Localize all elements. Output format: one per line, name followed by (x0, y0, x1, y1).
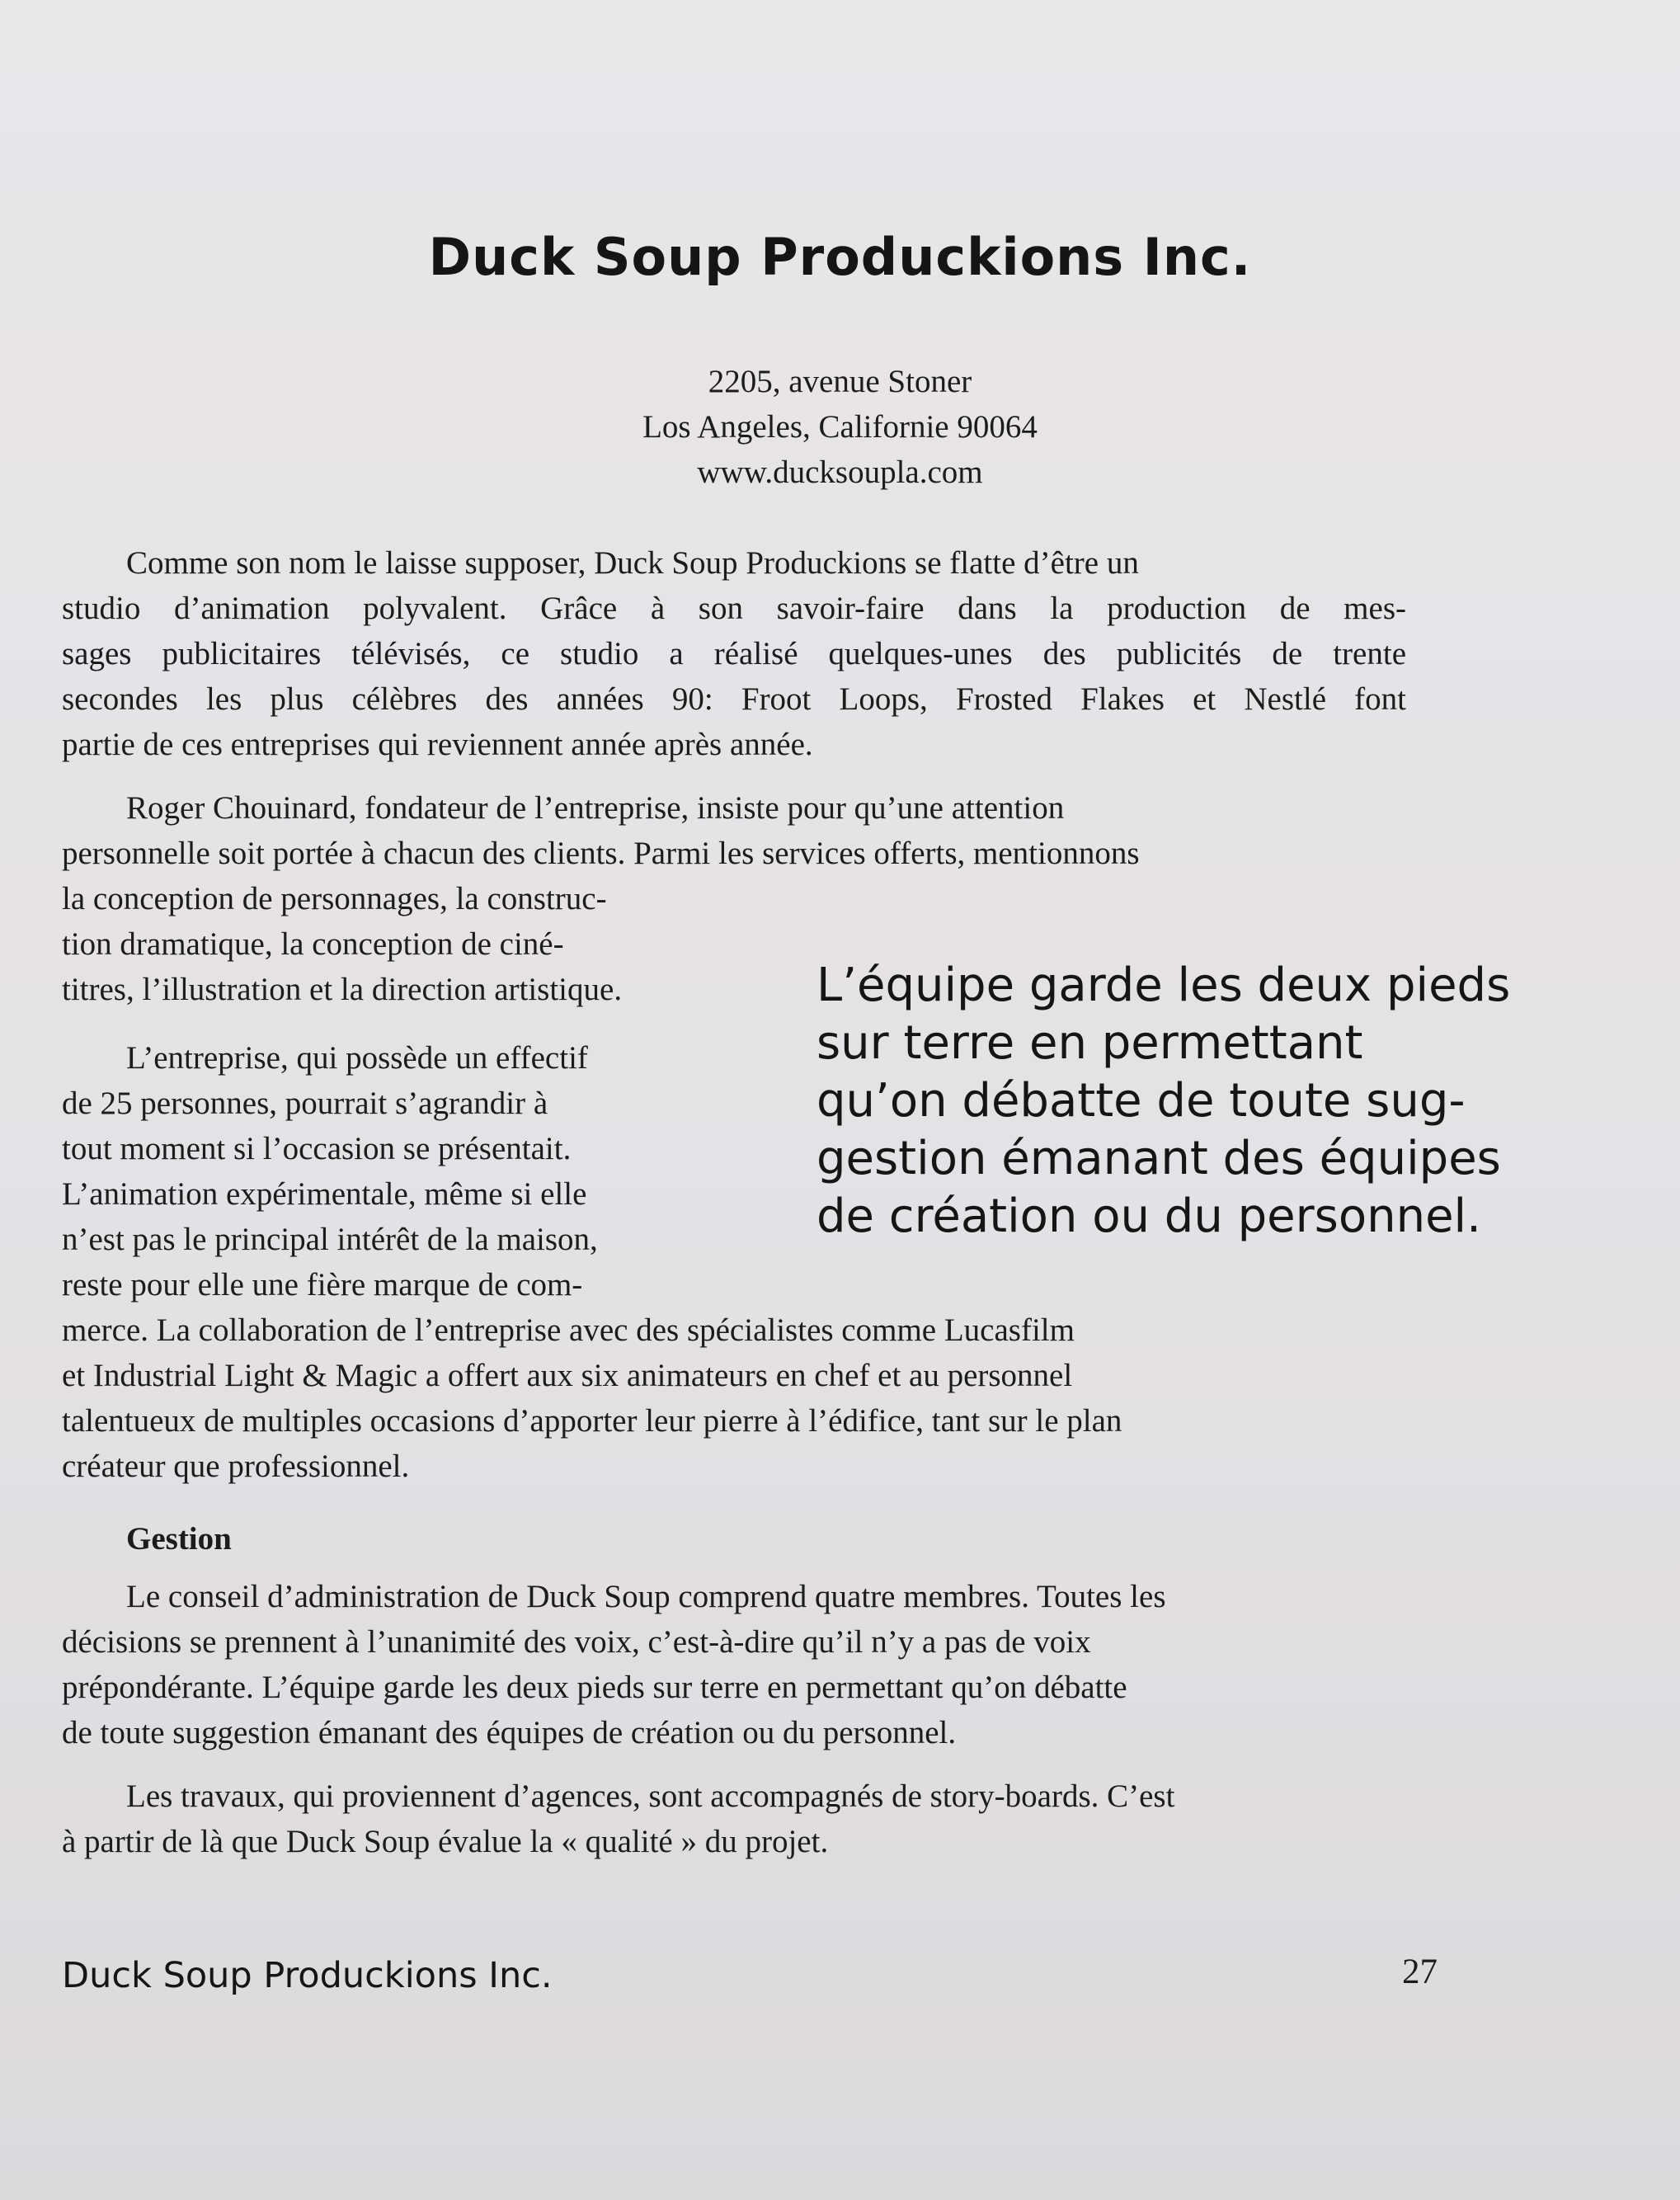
paragraph-line: merce. La collaboration de l’entreprise avec des spécialistes comme Lucasfilm (62, 1312, 1075, 1348)
paragraph-line: L’entreprise, qui possède un effectif (126, 1040, 588, 1076)
footer-title: Duck Soup Produckions Inc. (62, 1955, 553, 1996)
paragraph-line: tout moment si l’occasion se présentait. (62, 1131, 572, 1166)
page-number: 27 (1402, 1953, 1438, 1991)
paragraph-line: prépondérante. L’équipe garde les deux pieds sur terre en permettant qu’on débatte (62, 1670, 1127, 1705)
pull-quote (816, 957, 1575, 1246)
paragraph-line: décisions se prennent à l’unanimité des voix, c’est-à-dire qu’il n’y a pas de voix (62, 1624, 1091, 1660)
paragraph-line: Comme son nom le laisse supposer, Duck Soup Produckions se flatte d’être un (126, 545, 1139, 581)
address-street: 2205, avenue Stoner (708, 364, 972, 399)
website-text: www.ducksoupla.com (697, 455, 983, 490)
address-block (0, 359, 1680, 495)
pull-quote-line: de création ou du personnel. (816, 1190, 1481, 1243)
paragraph-line: Les travaux, qui proviennent d’agences, sont accompagnés de story-boards. C’est (126, 1778, 1175, 1814)
paragraph-intro (62, 540, 1406, 767)
paragraph-line: partie de ces entreprises qui reviennent année après année. (62, 727, 813, 762)
paragraph-line: studio d’animation polyvalent. Grâce à son savoir-faire dans la production de mes- (62, 591, 1406, 626)
paragraph-line: de 25 personnes, pourrait s’agrandir à (62, 1086, 548, 1121)
paragraph-line: titres, l’illustration et la direction artistique. (62, 972, 623, 1007)
address-city: Los Angeles, Californie 90064 (642, 409, 1038, 445)
paragraph-line: créateur que professionnel. (62, 1449, 410, 1484)
paragraph-line: n’est pas le principal intérêt de la maison, (62, 1222, 598, 1257)
paragraph-storyboards (62, 1774, 1435, 1864)
pull-quote-line: gestion émanant des équipes (816, 1132, 1501, 1185)
document-title: Duck Soup Produckions Inc. (428, 227, 1252, 287)
paragraph-line: tion dramatique, la conception de ciné- (62, 926, 564, 962)
paragraph-governance (62, 1574, 1435, 1755)
paragraph-line: de toute suggestion émanant des équipes de création ou du personnel. (62, 1715, 957, 1750)
paragraph-line: Le conseil d’administration de Duck Soup comprend quatre membres. Toutes les (126, 1579, 1166, 1614)
section-heading: Gestion (126, 1521, 232, 1557)
pull-quote-line: L’équipe garde les deux pieds (816, 959, 1511, 1012)
paragraph-line: la conception de personnages, la construc- (62, 881, 607, 916)
paragraph-line: secondes les plus célèbres des années 90: Froot Loops, Frosted Flakes et Nestlé font (62, 681, 1406, 717)
paragraph-line: Roger Chouinard, fondateur de l’entreprise, insiste pour qu’une attention (126, 790, 1065, 826)
pull-quote-line: sur terre en permettant (816, 1016, 1363, 1070)
paragraph-line: et Industrial Light & Magic a offert aux six animateurs en chef et au personnel (62, 1358, 1073, 1393)
paragraph-line: sages publicitaires télévisés, ce studio a réalisé quelques-unes des publicités de trente (62, 636, 1406, 671)
paragraph-line: à partir de là que Duck Soup évalue la « qualité » du projet. (62, 1824, 829, 1859)
paragraph-line: reste pour elle une fière marque de com- (62, 1267, 583, 1303)
paragraph-line: talentueux de multiples occasions d’apporter leur pierre à l’édifice, tant sur le plan (62, 1403, 1122, 1439)
paragraph-line: L’animation expérimentale, même si elle (62, 1176, 587, 1212)
paragraph-line: personnelle soit portée à chacun des clients. Parmi les services offerts, mentionnons (62, 836, 1140, 871)
pull-quote-line: qu’on débatte de toute sug- (816, 1074, 1466, 1128)
